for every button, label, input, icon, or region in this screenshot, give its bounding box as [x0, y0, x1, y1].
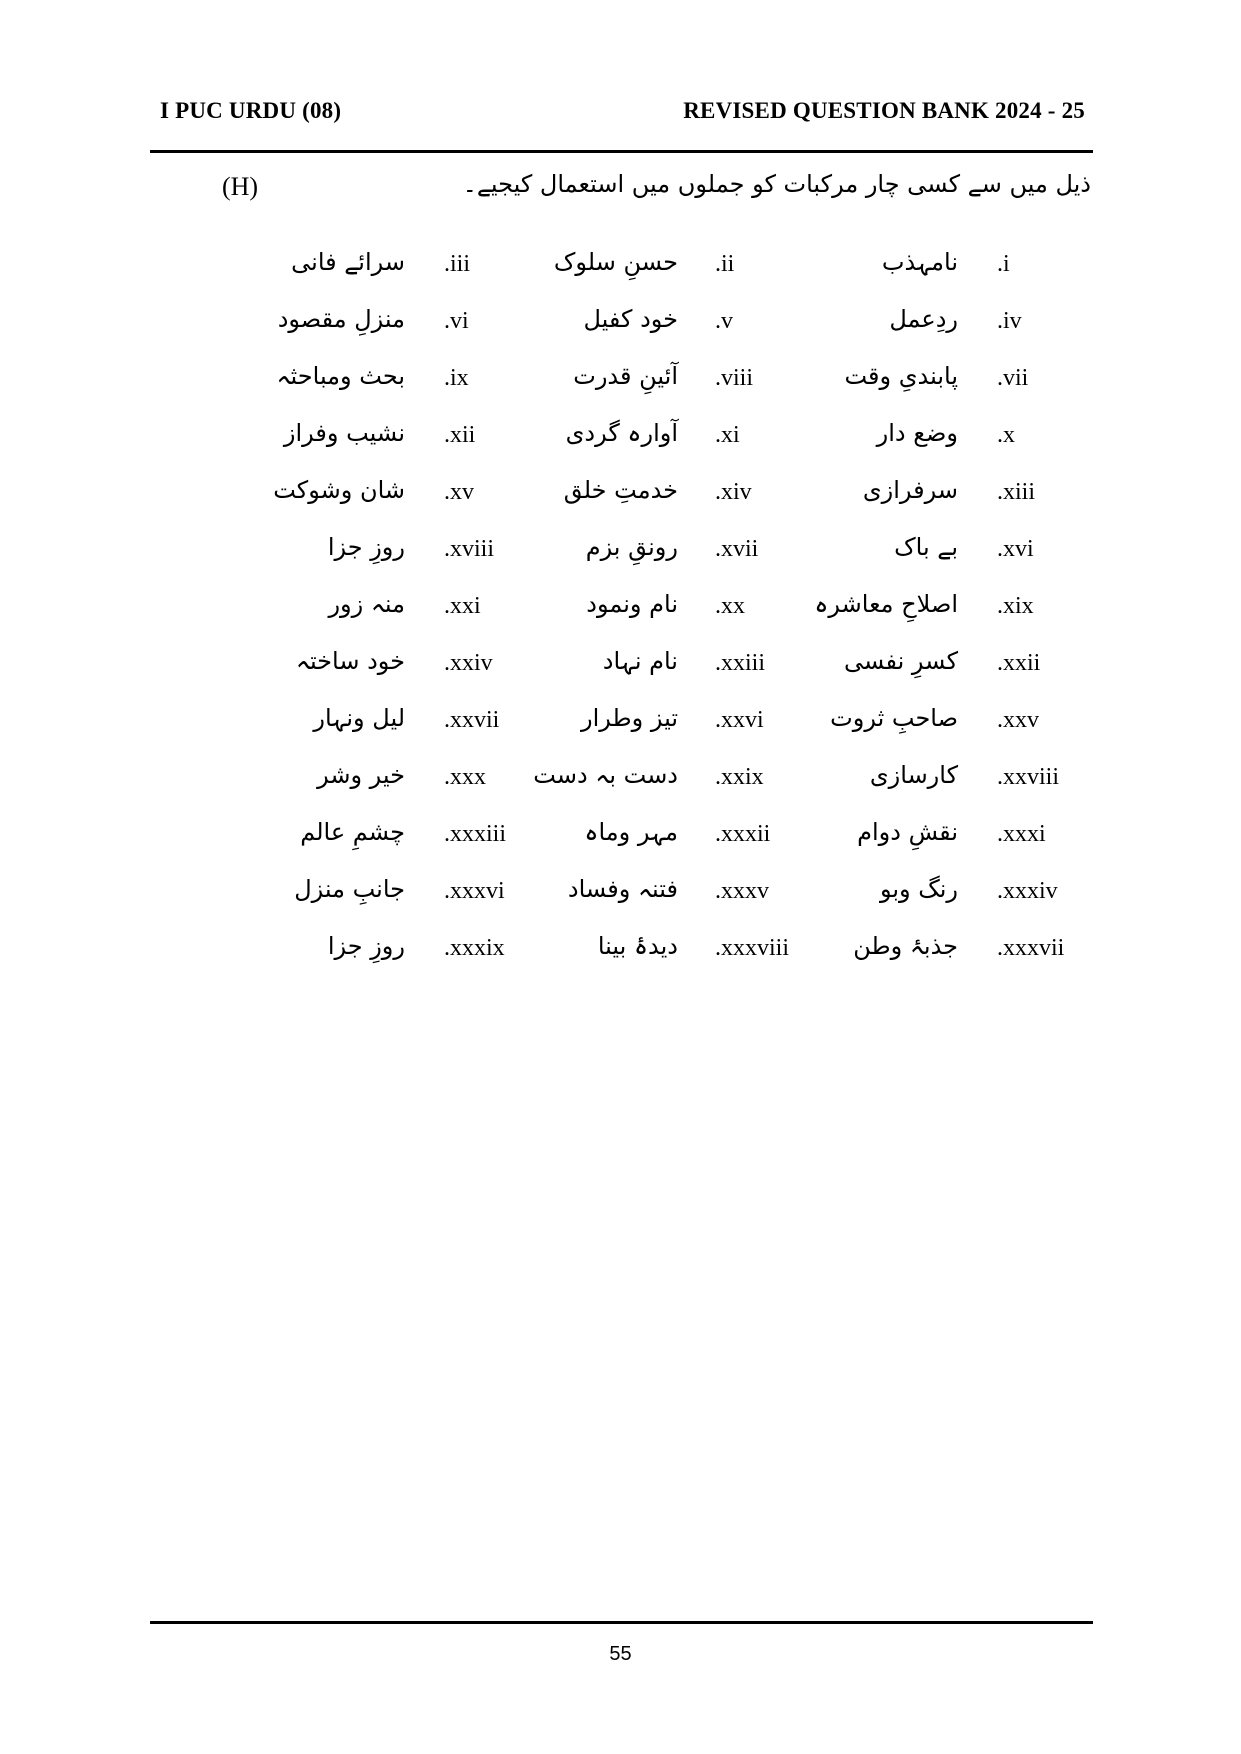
- item-number: .xxxiii: [444, 821, 507, 847]
- item-phrase: خود کفیل: [583, 305, 678, 333]
- page-number: 55: [609, 1643, 632, 1665]
- item-number: .xxxvii: [997, 935, 1065, 961]
- item-number: .xxvi: [715, 707, 764, 733]
- item-phrase: نام نہاد: [602, 647, 678, 675]
- item-phrase: مہر وماہ: [584, 818, 678, 846]
- bottom-rule: [150, 1621, 1093, 1624]
- item-phrase: اصلاحِ معاشرہ: [814, 590, 958, 618]
- item-phrase: فتنہ وفساد: [567, 875, 678, 903]
- item-phrase: لیل ونہار: [313, 704, 405, 732]
- item-phrase: نام ونمود: [586, 590, 678, 618]
- item-number: .xxxv: [715, 878, 769, 904]
- item-phrase: سرفرازی: [862, 476, 958, 504]
- item-phrase: آئینِ قدرت: [573, 362, 678, 390]
- item-number: .xxii: [997, 650, 1041, 676]
- item-number: .xiv: [715, 479, 752, 505]
- item-phrase: روزِ جزا: [327, 932, 405, 960]
- section-marker: (H): [222, 172, 259, 201]
- item-number: .xx: [715, 593, 745, 619]
- item-number: .xxxi: [997, 821, 1046, 847]
- item-phrase: صاحبِ ثروت: [830, 704, 958, 732]
- item-number: .ix: [444, 365, 469, 391]
- item-number: .xvi: [997, 536, 1034, 562]
- item-number: .ii: [715, 251, 735, 277]
- item-number: .xxxviii: [715, 935, 790, 961]
- item-phrase: کارسازی: [869, 761, 958, 789]
- item-phrase: منزلِ مقصود: [277, 305, 405, 333]
- item-phrase: خود ساختہ: [295, 647, 405, 675]
- item-number: .vi: [444, 308, 469, 334]
- item-number: .v: [715, 308, 733, 334]
- item-phrase: خیر وشر: [317, 761, 405, 789]
- item-number: .xviii: [444, 536, 495, 562]
- item-number: .xxi: [444, 593, 481, 619]
- item-phrase: سرائے فانی: [291, 248, 405, 276]
- item-number: .xxxix: [444, 935, 505, 961]
- item-number: .xii: [444, 422, 476, 448]
- item-number: .xxxvi: [444, 878, 505, 904]
- item-phrase: وضع دار: [876, 419, 958, 447]
- item-phrase: چشمِ عالم: [300, 818, 405, 846]
- item-number: .x: [997, 422, 1015, 448]
- item-phrase: بحث ومباحثہ: [276, 362, 405, 390]
- item-number: .xxx: [444, 764, 486, 790]
- item-phrase: تیز وطرار: [581, 704, 678, 732]
- item-number: .xxiv: [444, 650, 493, 676]
- item-number: .xxxiv: [997, 878, 1058, 904]
- item-number: .xxviii: [997, 764, 1060, 790]
- item-number: .i: [997, 251, 1010, 277]
- item-phrase: خدمتِ خلق: [563, 476, 678, 504]
- header-right: REVISED QUESTION BANK 2024 - 25: [683, 98, 1085, 123]
- item-number: .xxiii: [715, 650, 766, 676]
- item-phrase: رونقِ بزم: [585, 533, 678, 561]
- item-number: .xv: [444, 479, 474, 505]
- item-number: .xxvii: [444, 707, 500, 733]
- header-left: I PUC URDU (08): [160, 98, 342, 123]
- instruction-text: ذیل میں سے کسی چار مرکبات کو جملوں میں استعمال کیجیے۔: [462, 170, 1091, 198]
- item-phrase: جذبۂ وطن: [853, 932, 958, 960]
- item-phrase: دست بہ دست: [533, 761, 678, 789]
- item-number: .xvii: [715, 536, 759, 562]
- item-phrase: نامہذب: [881, 248, 958, 276]
- item-phrase: منہ زور: [328, 590, 405, 618]
- item-phrase: نشیب وفراز: [283, 419, 405, 447]
- item-phrase: ردِعمل: [889, 305, 958, 333]
- item-number: .xi: [715, 422, 740, 448]
- item-number: .vii: [997, 365, 1029, 391]
- item-number: .iv: [997, 308, 1022, 334]
- item-number: .xxix: [715, 764, 764, 790]
- item-phrase: پابندیِ وقت: [844, 362, 958, 390]
- item-phrase: حسنِ سلوک: [553, 248, 678, 276]
- item-phrase: دیدۂ بینا: [597, 932, 678, 960]
- item-phrase: شان وشوکت: [273, 476, 405, 504]
- item-phrase: نقشِ دوام: [857, 818, 958, 846]
- item-number: .xix: [997, 593, 1034, 619]
- item-phrase: آوارہ گردی: [565, 419, 678, 447]
- item-number: .xxxii: [715, 821, 771, 847]
- item-phrase: بے باک: [894, 533, 958, 561]
- item-phrase: جانبِ منزل: [294, 875, 405, 903]
- item-number: .xiii: [997, 479, 1036, 505]
- item-number: .iii: [444, 251, 471, 277]
- item-phrase: روزِ جزا: [327, 533, 405, 561]
- item-number: .viii: [715, 365, 754, 391]
- item-number: .xxv: [997, 707, 1039, 733]
- item-phrase: رنگ وبو: [879, 875, 958, 903]
- item-phrase: کسرِ نفسی: [844, 647, 958, 675]
